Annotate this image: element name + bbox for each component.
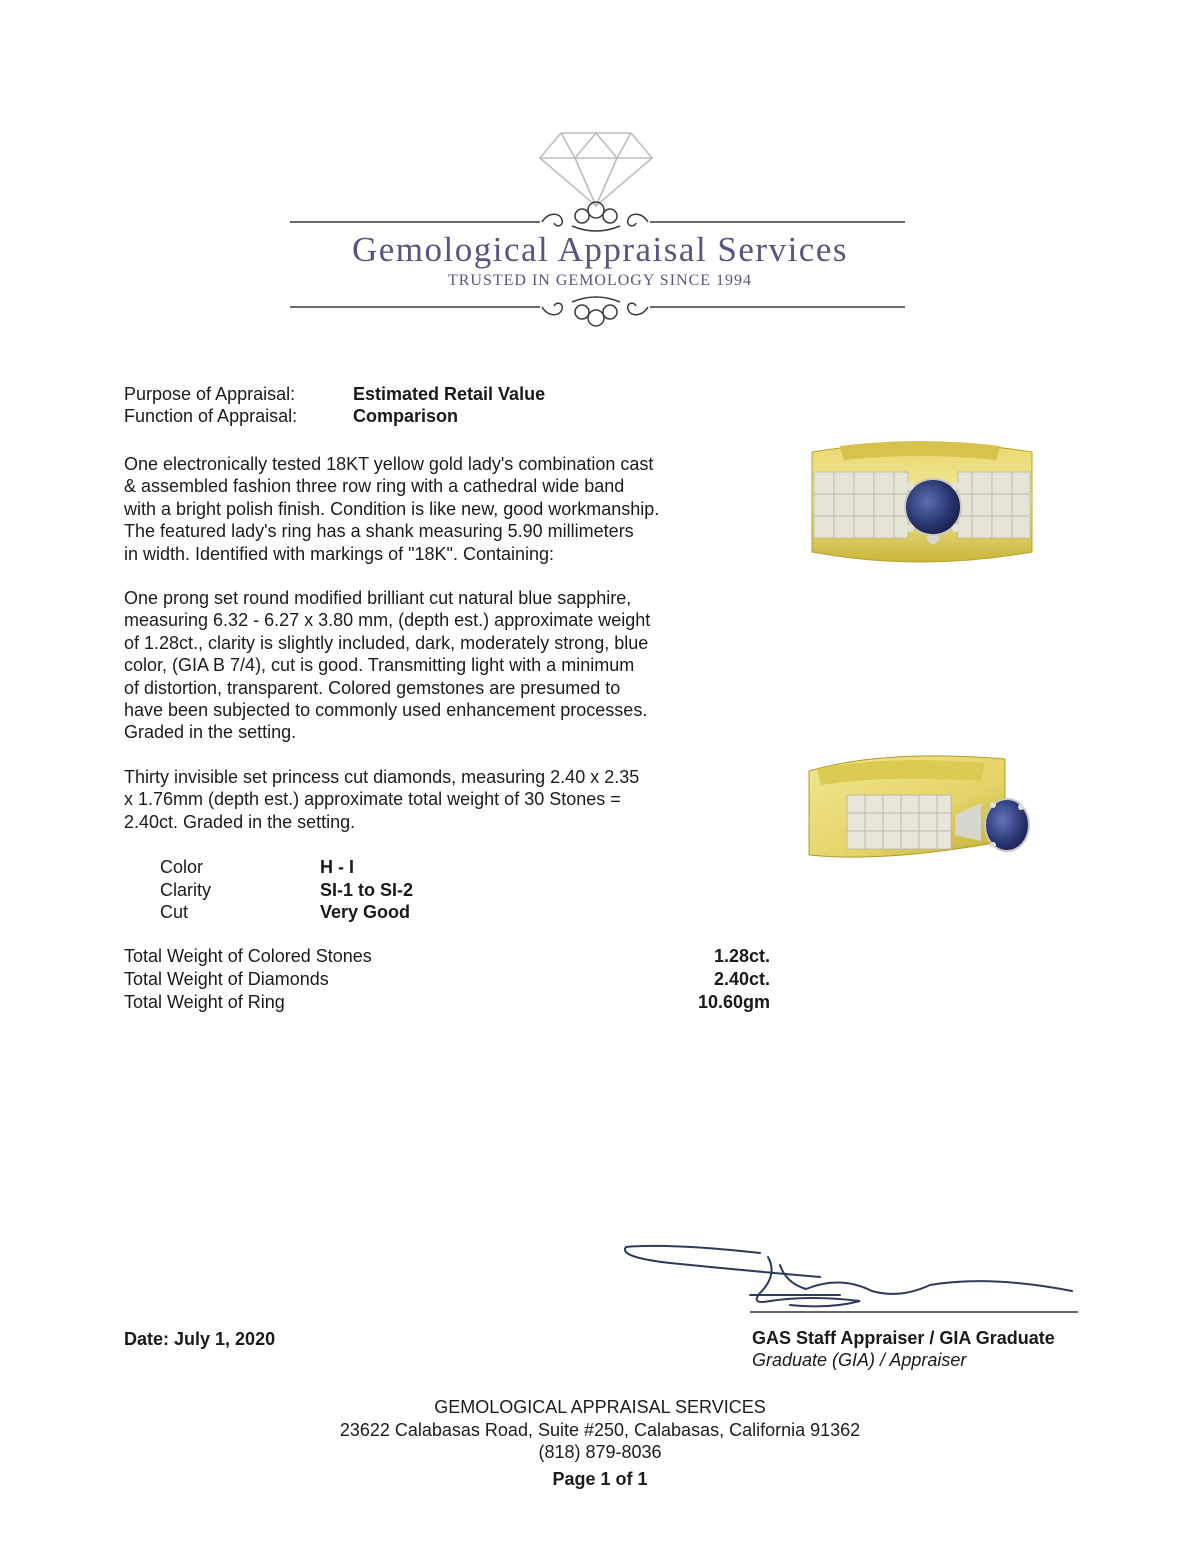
ornament-top [290,202,905,231]
ring-photo-front [800,432,1040,582]
footer [0,1396,1200,1490]
total-row: Total Weight of Diamonds 2.40ct. [124,968,770,989]
company-tagline: TRUSTED IN GEMOLOGY SINCE 1994 [447,272,753,289]
grade-row-color: Color H - I [160,857,354,877]
ring-photo-side [805,745,1045,875]
ring-description: One electronically tested 18KT yellow gold lady's combination cast & assembled fashion three row ring with a cathedral wide band with a bright polish finish. Condition is like new, good workmanship. The featured lady's ring has a shank measuring 5.90 millimeters in width. Identified with markings of "18K". Containing: [124,454,660,564]
total-row: Total Weight of Colored Stones 1.28ct. [124,946,770,966]
function-label: Function of Appraisal: [124,406,298,426]
function-row [124,405,458,427]
function-value: Comparison [353,406,459,426]
appraisal-date: Date: July 1, 2020 [124,1329,276,1349]
purpose-value: Estimated Retail Value [353,384,546,404]
footer-company: GEMOLOGICAL APPRAISAL SERVICES [434,1397,766,1417]
purpose-row [124,383,545,405]
page-number: Page 1 of 1 [552,1468,648,1489]
footer-address: 23622 Calabasas Road, Suite #250, Calabasas, California 91362 [339,1419,861,1440]
diamond-icon [540,133,652,206]
appraiser-title: GAS Staff Appraiser / GIA Graduate [752,1328,1055,1348]
diamonds-description: Thirty invisible set princess cut diamonds, measuring 2.40 x 2.35 x 1.76mm (depth est.) approximate total weight of 30 Stones = 2.40ct. Graded in the setting. [124,767,640,832]
total-row: Total Weight of Ring 10.60gm [124,991,770,1012]
footer-phone: (818) 879-8036 [538,1442,662,1463]
sapphire-description: One prong set round modified brilliant cut natural blue sapphire, measuring 6.32 - 6.27 x 3.80 mm, (depth est.) approximate weight of 1.28ct., clarity is slightly included, dark, moderately strong, blue color, (GIA B 7/4), cut is good. Transmitting light with a minimum of distortion, transparent. Colored gemstones are presumed to have been subjected to commonly used enhancement processes. Graded in the setting. [124,588,651,743]
appraiser-subtitle: Graduate (GIA) / Appraiser [752,1350,967,1370]
signature-graphic [610,1235,1090,1325]
ornament-bottom [290,297,905,326]
purpose-label: Purpose of Appraisal: [124,384,296,404]
grade-row-clarity: Clarity SI-1 to SI-2 [160,879,414,900]
grading-table [160,856,413,924]
totals-table [124,945,770,1013]
grade-row-cut: Cut Very Good [160,902,411,923]
company-name: Gemological Appraisal Services [352,230,848,269]
